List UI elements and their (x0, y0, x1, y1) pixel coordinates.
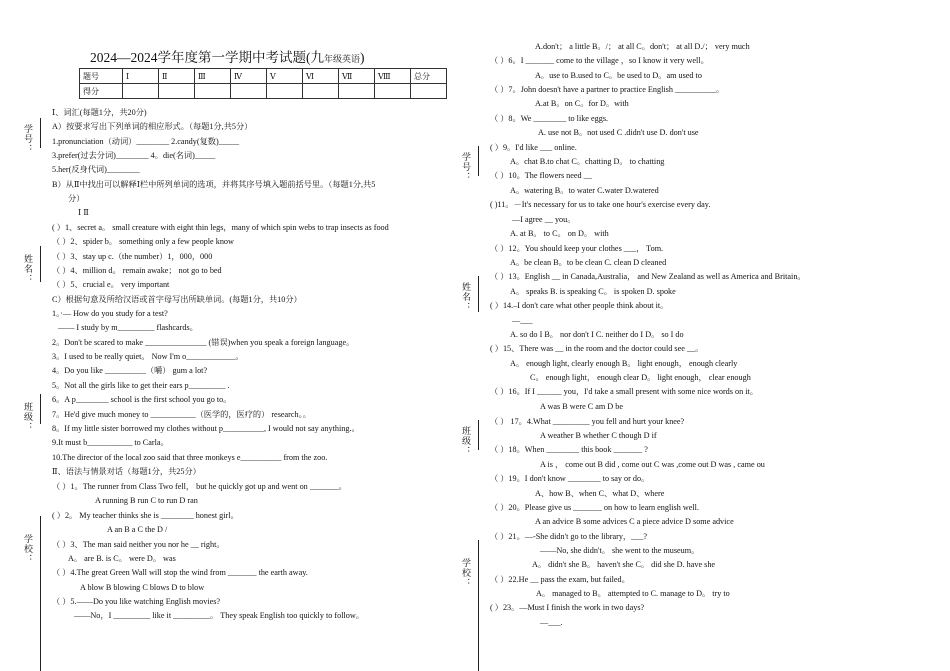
right_lines-line: ( ）23。—Must I finish the work in two days? (490, 603, 645, 612)
left_lines-line: 8。If my little sister borrowed my clothes without p__________, I would not say anything.。 (52, 424, 360, 433)
left_lines-line: （ ）5、crucial e。 very important (52, 280, 170, 289)
score-cell-label: 题号 (80, 69, 123, 84)
left_lines-line: 9.It must b___________ to Carla。 (52, 438, 169, 447)
right_lines-line: A。watering B。to water C.water D.watered (510, 186, 659, 195)
left_lines-line: C）根据句意及所给汉语或首字母写出所缺单词。(每题1分，共10分） (52, 295, 302, 304)
left_lines-line: 1。·— How do you study for a test? (52, 309, 168, 318)
right_lines-line: C。 enough light， enough clear D。 light enough， clear enough (530, 373, 751, 382)
right_lines-line: A。be clean B。to be clean C. clean D cleaned (510, 258, 667, 267)
score-cell-2: Ⅱ (159, 69, 195, 84)
right_lines-line: （ ）12。You should keep your clothes ___， Tom. (490, 244, 664, 253)
right_lines-line: ——No, she didn't。 she went to the museum。 (540, 546, 700, 555)
score-entry[interactable] (375, 84, 411, 99)
right_lines-line: A。 didn't she B。 haven't she C。 did she D. have she (532, 560, 716, 569)
left_lines-line: B）从Ⅱ中找出可以解释Ⅰ栏中所列单词的选项，并将其序号填入题前括号里。（每题1分,共5 (52, 180, 376, 189)
right_lines-line: （ ）13。English __ in Canada,Australia， and New Zealand as well as America and Britain。 (490, 272, 806, 281)
right-margin-class: 班级： (461, 426, 471, 456)
score-table-score-row (80, 84, 447, 99)
left_lines-line: Ⅰ Ⅱ (78, 208, 89, 217)
left_lines-line: —— I study by m_________ flashcards。 (58, 323, 198, 332)
score-row-label: 得分 (80, 84, 123, 99)
score-entry[interactable] (195, 84, 231, 99)
left-margin-class: 班级： (23, 402, 33, 432)
score-cell-6: Ⅵ (303, 69, 339, 84)
score-entry[interactable] (231, 84, 267, 99)
left_lines-line: Ⅰ、词汇(每题1分，共20分) (52, 108, 147, 117)
right_lines-line: —___ (512, 316, 533, 325)
left_lines-line: （ ）4.The great Green Wall will stop the wind from _______ the earth away. (52, 568, 308, 577)
left_lines-line: （ ）4、million d。 remain awake； not go to bed (52, 266, 222, 275)
right-margin-student-id: 学号： (461, 152, 471, 182)
left-margin-line-3 (40, 394, 41, 424)
score-entry[interactable] (411, 84, 447, 99)
right_lines-line: A weather B whether C though D if (540, 431, 657, 440)
score-cell-total: 总分 (411, 69, 447, 84)
right-margin-school: 学校： (461, 558, 471, 588)
right-margin-line-4 (478, 540, 479, 671)
right_lines-line: （ ）10。The flowers need __ (490, 171, 592, 180)
left_lines-line: ( ）1、secret a。 small creature with eight thin legs，many of which spin webs to trap insects as food (52, 223, 389, 232)
left_lines-line: 1.pronunciation（动词）________ 2.candy(复数)_____ (52, 137, 240, 146)
left_lines-line: A。 are B. is C。 were D。 was (68, 554, 176, 563)
right_lines-line: A、how B、when C、what D、where (535, 489, 665, 498)
left_lines-line: 5。Not all the girls like to get their ears p_________ . (52, 381, 230, 390)
left-margin-student-id: 学号： (23, 124, 33, 154)
left_lines-line: A）按要求写出下列单词的相应形式。（每题1分,共5分） (52, 122, 253, 131)
right_lines-line: A。 managed to B。 attempted to C. manage to D。 try to (536, 589, 730, 598)
left_lines-line: A blow B blowing C blows D to blow (80, 583, 205, 592)
right-margin-name: 姓名： (461, 282, 471, 312)
left_lines-line: A an B a C the D / (107, 525, 168, 534)
left-margin-school: 学校： (23, 534, 33, 564)
left_lines-line: （ ）3、stay up c.（the number）1，000，000 (52, 252, 213, 261)
right_lines-line: A. use not B。not used C .didn't use D. don't use (538, 128, 699, 137)
right_lines-line: （ ）7。John doesn't have a partner to practice English __________。 (490, 85, 725, 94)
left_lines-line: A running B run C to run D ran (95, 496, 198, 505)
right_lines-line: （ ）18。When ________ this book _______ ? (490, 445, 648, 454)
right_lines-line: A. at B。 to C。 on D。 with (510, 229, 609, 238)
exam-title (90, 46, 365, 66)
right_lines-line: （ ） 17。4.What _________ you fell and hurt your knee? (490, 417, 685, 426)
right_lines-line: A。 enough light, clearly enough B。 light enough， enough clearly (510, 359, 738, 368)
left-margin-line-4 (40, 516, 41, 671)
left-margin-name: 姓名： (23, 254, 33, 284)
right_lines-line: ( ）9。I'd like ___ online. (490, 143, 577, 152)
right_lines-line: A.at B。on C。for D。with (535, 99, 629, 108)
right_lines-line: （ ）22.He __ pass the exam, but failed。 (490, 575, 630, 584)
right_lines-line: A。 speaks B. is speaking C。 is spoken D. spoke (510, 287, 676, 296)
left_lines-line: 10.The director of the local zoo said that three monkeys e__________ from the zoo. (52, 453, 328, 462)
left_lines-line: Ⅱ、语法与情景对话（每题1分，共25分） (52, 467, 201, 476)
score-table (79, 68, 447, 99)
score-table-header-row (80, 69, 447, 84)
exam-title-close: ) (360, 50, 365, 65)
left_lines-line: ——No，I _________ like it _________。 They speak English too quickly to follow。 (74, 611, 364, 620)
right_lines-line: A. so do I B。 nor don't I C. neither do I D。 so I do (510, 330, 684, 339)
right_lines-line: A an advice B some advices C a piece advice D some advice (535, 517, 734, 526)
right_lines-line: （ ）20。Please give us _______ on how to learn english well. (490, 503, 699, 512)
right_lines-line: A is ， come out B did , come out C was ,come out D was , came ou (540, 460, 765, 469)
right_lines-line: —I agree __ you。 (512, 215, 576, 224)
left_lines-line: （ ）1。The runner from Class Two fell， but he quickly got up and went on _______。 (52, 482, 347, 491)
left_lines-line: 3.prefer(过去分词)________ 4。die(名词)_____ (52, 151, 216, 160)
right_lines-line: A was B were C am D be (540, 402, 623, 411)
left_lines-line: 2。Don't be scared to make _______________ (错误)when you speak a foreign language。 (52, 338, 355, 347)
right-margin-line-3 (478, 420, 479, 450)
score-cell-4: Ⅳ (231, 69, 267, 84)
right_lines-line: （ ）21。—-She didn't go to the library，___? (490, 532, 648, 541)
left_lines-line: （ ）3、The man said neither you nor he __ right。 (52, 540, 225, 549)
right_lines-line: A。chat B.to chat C。chatting D。 to chatting (510, 157, 665, 166)
right_lines-line: （ ）19。I don't know ________ to say or do。 (490, 474, 650, 483)
left_lines-line: 分） (68, 194, 85, 203)
left_lines-line: 5.her(反身代词)________ (52, 165, 140, 174)
score-cell-8: Ⅷ (375, 69, 411, 84)
score-entry[interactable] (339, 84, 375, 99)
left_lines-line: （ ）2、spider b。 something only a few people know (52, 237, 234, 246)
left-margin-line-1 (40, 118, 41, 148)
right_lines-line: A.don't； a little B。/； at all C。don't； at all D./； very much (535, 42, 750, 51)
right_lines-line: —___. (540, 618, 563, 627)
right_lines-line: （ ）16。If I ______ you，I'd take a small present with some nice words on it。 (490, 387, 758, 396)
left-margin-line-2 (40, 246, 41, 282)
score-entry[interactable] (159, 84, 195, 99)
left_lines-line: 3。I used to be really quiet。 Now I'm o____________。 (52, 352, 244, 361)
right_lines-line: （ ）6。I _______ come to the village ，so I know it very well。 (490, 56, 709, 65)
score-cell-7: Ⅶ (339, 69, 375, 84)
exam-title-grade: 年级英语 (324, 54, 361, 64)
score-entry[interactable] (123, 84, 159, 99)
left_lines-line: 7。He'd give much money to ___________（医学的，医疗的） research。。 (52, 410, 311, 419)
score-cell-5: Ⅴ (267, 69, 303, 84)
exam-title-main: 2024—2024学年度第一学期中考试题(九 (90, 50, 324, 65)
left_lines-line: （ ）5.——Do you like watching English movies? (52, 597, 221, 606)
score-cell-3: Ⅲ (195, 69, 231, 84)
right_lines-line: ( ）14.–I don't care what other people think about it。 (490, 301, 669, 310)
right_lines-line: ( ）15、There was __ in the room and the doctor could see __。 (490, 344, 704, 353)
score-entry[interactable] (303, 84, 339, 99)
score-cell-1: Ⅰ (123, 69, 159, 84)
left_lines-line: 4。Do you like __________（嚼） gum a lot? (52, 366, 208, 375)
right_lines-line: A。use to B.used to C。be used to D。am used to (535, 71, 702, 80)
right-margin-line-2 (478, 276, 479, 312)
left_lines-line: 6。A p________ school is the first school you go to。 (52, 395, 232, 404)
left_lines-line: ( ）2。 My teacher thinks she is ________ honest girl。 (52, 511, 239, 520)
right_lines-line: （ ）8。We ________ to like eggs. (490, 114, 609, 123)
score-entry[interactable] (267, 84, 303, 99)
right_lines-line: ( )11。－It's necessary for us to take one hour's exercise every day. (490, 200, 711, 209)
right-margin-line-1 (478, 146, 479, 176)
